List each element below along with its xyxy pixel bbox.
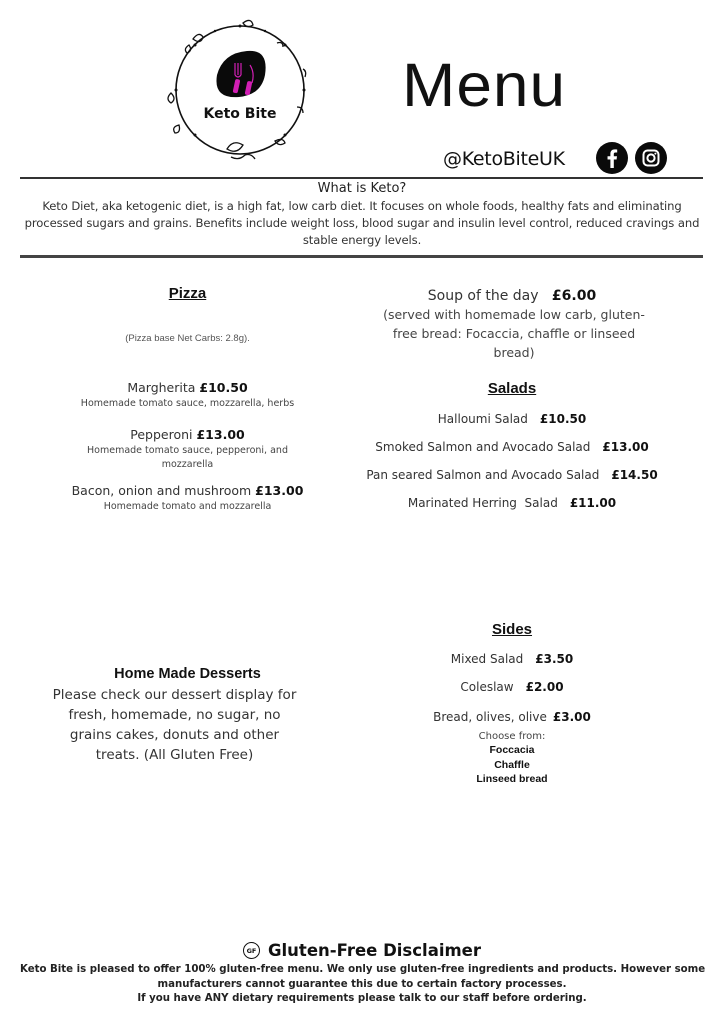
item-price: £6.00 (551, 288, 597, 304)
item-description: Homemade tomato sauce, mozzarella, herbs (80, 398, 295, 409)
item-name-line (40, 483, 335, 499)
pizza-carb-note: (Pizza base Net Carbs: 2.8g). (125, 333, 250, 344)
disclaimer-line: manufacturers cannot guarantee this due to certain factory processes. (157, 978, 567, 990)
instagram-icon[interactable] (635, 142, 667, 174)
item-name: Marinated Herring Salad (407, 496, 558, 510)
item-name: Pan seared Salmon and Avocado Salad (366, 468, 600, 482)
item-price: £13.00 (602, 440, 649, 454)
disclaimer-heading (0, 941, 724, 960)
item-description: Homemade tomato and mozzarella (103, 501, 272, 512)
item-name: Bacon, onion and mushroom (71, 483, 252, 498)
bread-choice: Chaffle (494, 759, 530, 771)
menu-item-soup (362, 285, 662, 306)
item-name: Soup of the day (427, 288, 539, 304)
gluten-free-icon: GF (243, 942, 260, 959)
item-price: £3.00 (552, 710, 591, 724)
item-name-line (40, 427, 335, 443)
item-name: Smoked Salmon and Avocado Salad (375, 440, 591, 454)
item-description: Homemade tomato sauce, pepperoni, and mozzarella (87, 445, 288, 470)
desserts-body: Please check our dessert display for fresh, homemade, no sugar, no grains cakes, donuts and other treats. (All Gluten Free) (52, 687, 297, 763)
item-price: £13.00 (196, 427, 245, 442)
menu-item-coleslaw (362, 680, 662, 694)
section-title-sides: Sides (491, 621, 533, 638)
item-price: £14.50 (611, 468, 658, 482)
wreath-icon (165, 15, 315, 165)
item-name: Bread, olives, olive (433, 710, 547, 724)
intro-heading: What is Keto? (317, 181, 407, 196)
item-name: Pepperoni (130, 427, 193, 442)
disclaimer-body (20, 963, 704, 1007)
menu-item-bread-olives (362, 710, 662, 724)
item-name: Coleslaw (460, 680, 514, 694)
facebook-icon[interactable] (596, 142, 628, 174)
menu-item-pepperoni (40, 427, 335, 472)
menu-item-bacon-onion-mushroom (40, 483, 335, 514)
section-title-desserts: Home Made Desserts (114, 666, 261, 682)
section-title-pizza: Pizza (168, 285, 207, 302)
disclaimer-title: Gluten-Free Disclaimer (267, 941, 482, 960)
item-name: Halloumi Salad (437, 412, 528, 426)
menu-item-halloumi-salad (362, 412, 662, 426)
menu-item-marinated-herring-salad (362, 496, 662, 510)
menu-item-pan-seared-salmon-salad (362, 468, 662, 482)
choose-from-label: Choose from: (478, 731, 546, 742)
menu-item-mixed-salad (362, 652, 662, 666)
item-price: £2.00 (525, 680, 564, 694)
section-title-salads: Salads (487, 380, 537, 397)
bread-choice: Linseed bread (476, 773, 548, 785)
svg-text:Keto Bite: Keto Bite (203, 106, 277, 122)
item-price: £10.50 (199, 380, 248, 395)
divider-bottom (20, 255, 703, 258)
item-name: Margherita (127, 380, 196, 395)
intro-body: Keto Diet, aka ketogenic diet, is a high fat, low carb diet. It focuses on whole foods, healthy fats and eliminating processed sugars and grains. Benefits include weight loss, blood sugar and insulin level control, reduced cravings and stable energy levels. (24, 199, 700, 247)
menu-item-smoked-salmon-salad (362, 440, 662, 454)
page-title: Menu (402, 50, 567, 120)
item-price: £3.50 (535, 652, 574, 666)
menu-item-margherita (40, 380, 335, 411)
divider-top (20, 177, 703, 179)
item-price: £13.00 (255, 483, 304, 498)
item-name-line (40, 380, 335, 396)
social-handle[interactable]: @KetoBiteUK (443, 148, 565, 170)
soup-description: (served with homemade low carb, gluten-free bread: Focaccia, chaffle or linseed bread) (383, 307, 645, 360)
item-price: £11.00 (569, 496, 617, 510)
disclaimer-line: Keto Bite is pleased to offer 100% gluten-free menu. We only use gluten-free ingredients and products. However some (20, 964, 706, 975)
disclaimer-line: If you have ANY dietary requirements please talk to our staff before ordering. (137, 993, 587, 1004)
keto-bite-logo (165, 15, 315, 165)
item-name: Mixed Salad (450, 652, 524, 666)
item-name-line (428, 288, 596, 304)
item-price: £10.50 (539, 412, 587, 426)
bread-choice: Foccacia (489, 744, 535, 756)
